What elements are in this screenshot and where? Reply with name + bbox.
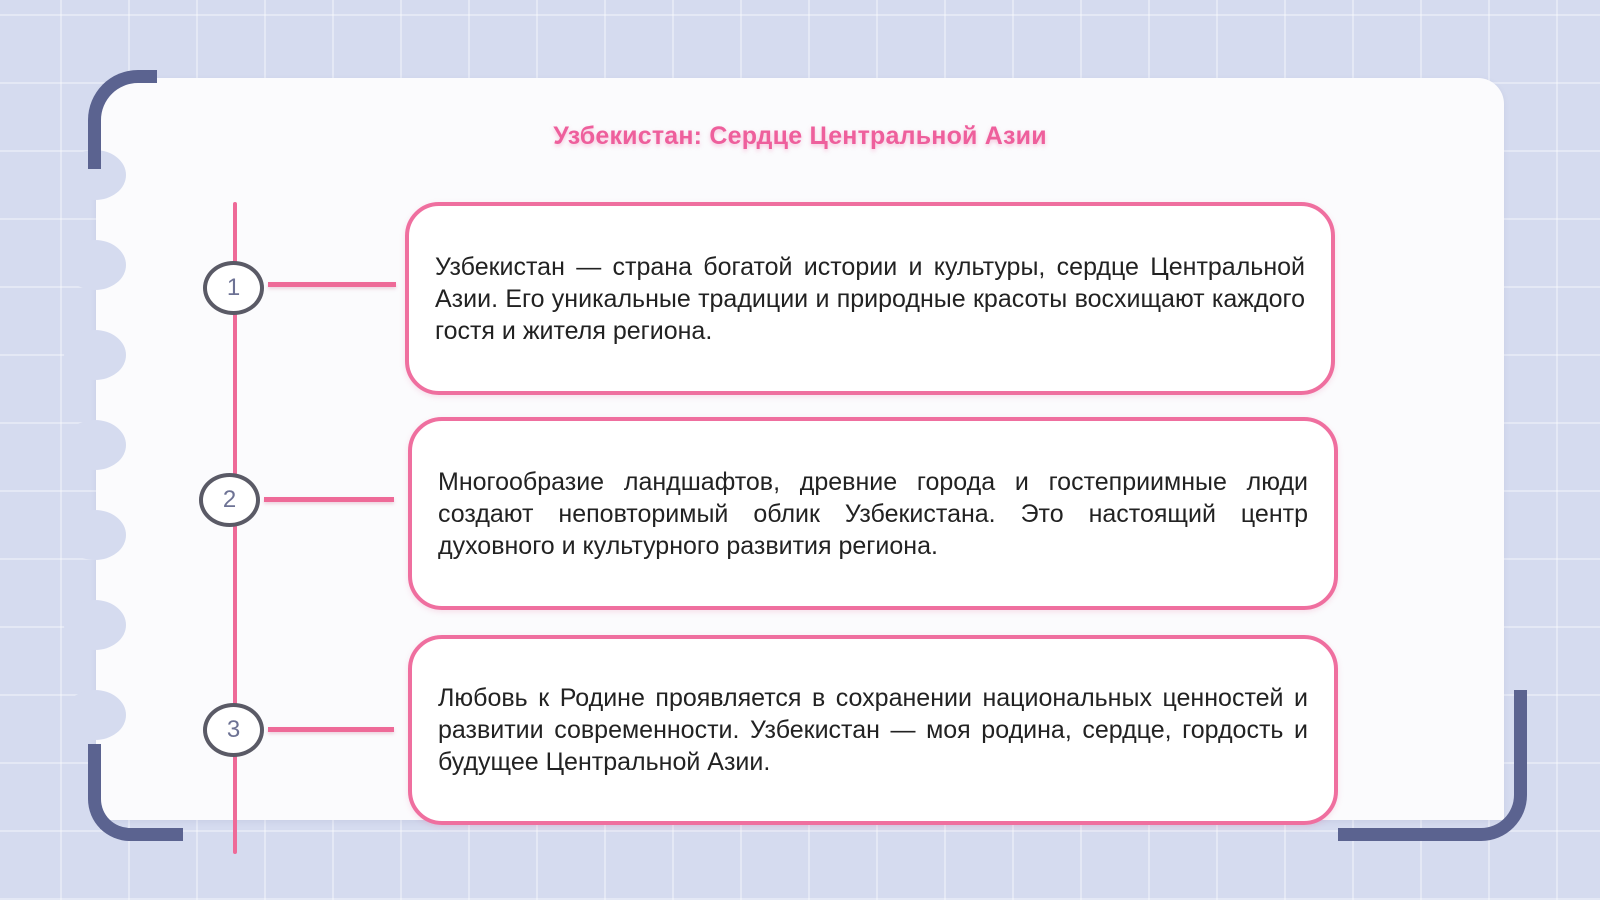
timeline-marker-3 [203,703,264,757]
timeline-number: 3 [226,716,241,743]
timeline-card-text: Узбекистан — страна богатой истории и культуры, сердце Центральной Азии. Его уникальные традиции и природные красоты восхищают каждого гостя и жителя региона. [435,252,1305,345]
frame-corner-top-left [88,70,157,169]
paper-scallop [64,240,126,290]
timeline-marker-1 [203,261,264,315]
timeline-card-1 [405,202,1335,395]
timeline-number: 1 [226,274,241,301]
paper-scallop [64,510,126,560]
paper-scallop [64,690,126,740]
paper-scallop [64,420,126,470]
timeline-card-text: Многообразие ландшафтов, древние города и гостеприимные люди создают неповторимый облик Узбекистана. Это настоящий центр духовного и культурного развития региона. [438,467,1308,560]
paper-scallop [64,600,126,650]
timeline-card-text: Любовь к Родине проявляется в сохранении национальных ценностей и развитии современности. Узбекистан — моя родина, сердце, гордость и будущее Центральной Азии. [438,684,1308,776]
timeline-marker-2 [199,473,260,527]
timeline-connector-3 [268,727,394,732]
timeline-number: 2 [222,486,237,513]
timeline-card-3 [408,635,1338,825]
timeline-connector-1 [268,282,396,287]
paper-scallop [64,330,126,380]
timeline-card-2 [408,417,1338,610]
timeline-connector-2 [264,497,394,502]
frame-corner-bottom-left [88,744,183,841]
frame-corner-bottom-right [1338,690,1527,841]
slide-title: Узбекистан: Сердце Центральной Азии [553,122,1047,150]
